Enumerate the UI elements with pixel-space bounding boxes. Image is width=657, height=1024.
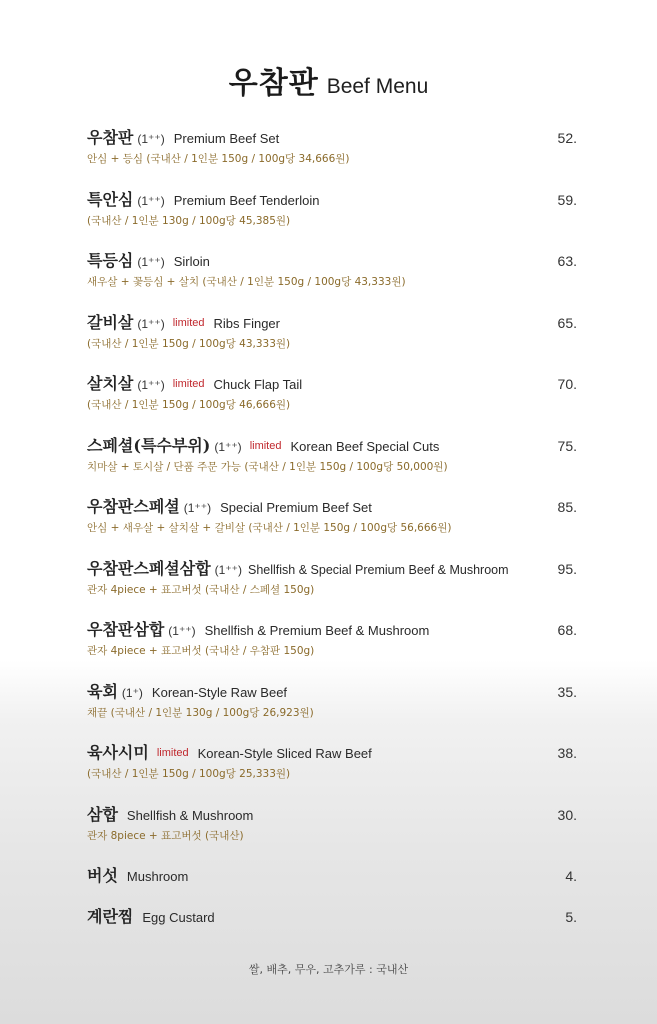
- menu-item: [87, 435, 577, 497]
- item-english-name: Mushroom: [126, 869, 189, 884]
- item-english-name: Chuck Flap Tail: [213, 377, 303, 392]
- menu-item: [87, 312, 577, 374]
- item-korean-name: 계란찜: [87, 907, 134, 926]
- item-price: 52.: [557, 130, 577, 146]
- item-korean-name: 우참판삼합: [87, 620, 165, 639]
- origin-note: 쌀, 배추, 무우, 고추가루 : 국내산: [248, 963, 409, 976]
- item-english-name: Korean-Style Sliced Raw Beef: [197, 746, 372, 761]
- item-korean-name: 스페셜(특수부위): [87, 435, 211, 455]
- item-price: 85.: [557, 499, 577, 515]
- item-price: 4.: [565, 868, 577, 884]
- item-korean-name: 육회: [87, 681, 118, 701]
- item-price: 35.: [557, 683, 577, 700]
- item-english-name: Shellfish & Premium Beef & Mushroom: [204, 623, 430, 638]
- item-price: 38.: [557, 745, 577, 761]
- item-english-name: Sirloin: [173, 254, 210, 269]
- item-description: 관자 8piece + 표고버섯 (국내산): [87, 829, 244, 842]
- item-description: 안심 + 새우살 + 살치살 + 갈비살 (국내산 / 1인분 150g / 100g당 56,666원): [87, 522, 452, 534]
- menu-title-english: Beef Menu: [326, 75, 429, 98]
- item-price: 68.: [557, 622, 577, 638]
- item-english-name: Special Premium Beef Set: [220, 500, 372, 515]
- item-english-name: Premium Beef Tenderloin: [173, 192, 320, 208]
- item-description: 관자 4piece + 표고버섯 (국내산 / 우참판 150g): [87, 645, 315, 657]
- item-price: 95.: [557, 560, 577, 577]
- item-description: 치마살 + 토시살 / 단품 주문 가능 (국내산 / 1인분 150g / 100g당 50,000원): [87, 460, 448, 473]
- item-description: 채끝 (국내산 / 1인분 130g / 100g당 26,923원): [87, 706, 314, 719]
- item-grade: (1⁺⁺): [137, 193, 165, 208]
- menu-item: [87, 619, 577, 681]
- item-english-name: Shellfish & Mushroom: [126, 807, 254, 823]
- item-korean-name: 우참판: [87, 128, 134, 147]
- menu-title: [0, 58, 657, 102]
- limited-badge: limited: [156, 747, 189, 759]
- item-price: 59.: [557, 191, 577, 208]
- menu-item: [87, 804, 577, 866]
- item-grade: (1⁺⁺): [137, 255, 165, 269]
- item-grade: (1⁺⁺): [137, 316, 165, 331]
- item-grade: (1⁺⁺): [214, 439, 242, 454]
- item-grade: (1⁺⁺): [137, 132, 165, 146]
- item-description: (국내산 / 1인분 150g / 100g당 46,666원): [87, 399, 291, 411]
- item-price: 30.: [557, 806, 577, 823]
- menu-item: [87, 189, 577, 251]
- item-english-name: Shellfish & Special Premium Beef & Mushroom: [248, 562, 509, 577]
- menu-item: [87, 250, 577, 312]
- menu-item: [87, 906, 577, 947]
- menu-item: [87, 742, 577, 804]
- item-price: 65.: [557, 314, 577, 331]
- item-korean-name: 우참판스페셜삼합: [87, 558, 211, 578]
- item-korean-name: 우참판스페셜: [87, 497, 180, 516]
- item-description: (국내산 / 1인분 150g / 100g당 43,333원): [87, 337, 291, 350]
- item-description: 안심 + 등심 (국내산 / 1인분 150g / 100g당 34,666원): [87, 153, 350, 165]
- item-grade: (1⁺⁺): [183, 501, 212, 515]
- item-english-name: Korean-Style Raw Beef: [151, 684, 288, 700]
- item-grade: (1⁺⁺): [214, 562, 242, 577]
- item-price: 5.: [565, 909, 577, 925]
- item-korean-name: 갈비살: [87, 312, 134, 332]
- item-grade: (1⁺⁺): [168, 624, 196, 638]
- item-description: 새우살 + 꽃등심 + 살치 (국내산 / 1인분 150g / 100g당 43,333원): [87, 276, 406, 288]
- item-english-name: Korean Beef Special Cuts: [290, 438, 440, 454]
- menu-item: [87, 373, 577, 435]
- menu-list: [87, 127, 577, 947]
- item-korean-name: 특등심: [87, 251, 134, 270]
- limited-badge: limited: [249, 439, 282, 452]
- menu-title-korean: 우참판: [228, 66, 319, 101]
- item-korean-name: 육사시미: [87, 743, 149, 762]
- item-price: 70.: [557, 376, 577, 392]
- item-price: 75.: [557, 437, 577, 454]
- item-english-name: Egg Custard: [142, 910, 215, 925]
- item-korean-name: 특안심: [87, 189, 134, 209]
- item-price: 63.: [557, 253, 577, 269]
- item-description: (국내산 / 1인분 150g / 100g당 25,333원): [87, 768, 291, 780]
- item-grade: (1⁺): [121, 685, 143, 700]
- item-korean-name: 살치살: [87, 374, 134, 393]
- item-description: 관자 4piece + 표고버섯 (국내산 / 스페셜 150g): [87, 583, 315, 596]
- limited-badge: limited: [172, 316, 205, 329]
- item-korean-name: 버섯: [87, 866, 118, 885]
- item-english-name: Ribs Finger: [213, 315, 280, 331]
- item-english-name: Premium Beef Set: [173, 131, 280, 146]
- item-korean-name: 삼합: [87, 804, 118, 824]
- item-grade: (1⁺⁺): [137, 378, 165, 392]
- menu-item: [87, 496, 577, 558]
- menu-item: [87, 681, 577, 743]
- item-description: (국내산 / 1인분 130g / 100g당 45,385원): [87, 214, 291, 227]
- menu-item: [87, 558, 577, 620]
- menu-item: [87, 865, 577, 906]
- menu-item: [87, 127, 577, 189]
- limited-badge: limited: [172, 378, 205, 390]
